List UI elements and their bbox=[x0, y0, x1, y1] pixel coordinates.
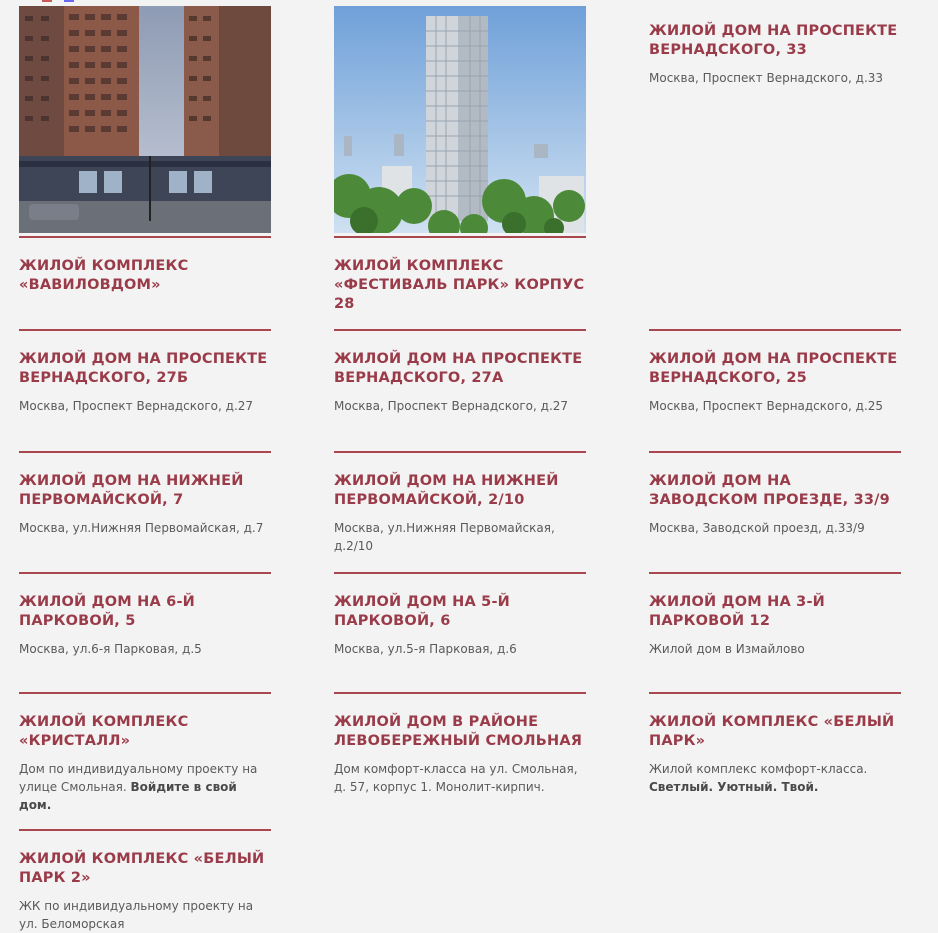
listing-address: Москва, Заводской проезд, д.33/9 bbox=[649, 521, 865, 535]
card-divider bbox=[649, 451, 901, 453]
listing-address: Москва, ул.5-я Парковая, д.6 bbox=[334, 642, 517, 656]
listing-card[interactable] bbox=[19, 236, 271, 295]
card-divider bbox=[19, 236, 271, 238]
listing-card[interactable] bbox=[19, 692, 271, 814]
listing-title[interactable]: ЖИЛОЙ КОМПЛЕКС «ВАВИЛОВДОМ» bbox=[19, 258, 189, 293]
listing-title[interactable]: ЖИЛОЙ ДОМ НА ЗАВОДСКОМ ПРОЕЗДЕ, 33/9 bbox=[649, 473, 890, 508]
listing-title[interactable]: ЖИЛОЙ ДОМ НА 5-Й ПАРКОВОЙ, 6 bbox=[334, 594, 511, 629]
listing-card[interactable] bbox=[19, 329, 271, 415]
listing-title[interactable]: ЖИЛОЙ КОМПЛЕКС «БЕЛЫЙ ПАРК 2» bbox=[19, 851, 265, 886]
listing-title[interactable]: ЖИЛОЙ ДОМ НА 6-Й ПАРКОВОЙ, 5 bbox=[19, 594, 196, 629]
listing-description-text: Дом по индивидуальному проекту на улице Смольная. bbox=[19, 762, 258, 794]
listing-card[interactable] bbox=[649, 572, 901, 658]
card-divider bbox=[19, 329, 271, 331]
listing-card[interactable] bbox=[649, 692, 901, 796]
listing-title[interactable]: ЖИЛОЙ КОМПЛЕКС «БЕЛЫЙ ПАРК» bbox=[649, 714, 895, 749]
listing-description: Дом комфорт-класса на ул. Смольная, д. 57, корпус 1. Монолит-кирпич. bbox=[334, 762, 578, 794]
listing-title[interactable]: ЖИЛОЙ ДОМ НА ПРОСПЕКТЕ ВЕРНАДСКОГО, 27Б bbox=[19, 351, 268, 386]
listing-card[interactable] bbox=[334, 329, 586, 415]
listing-card[interactable] bbox=[649, 22, 901, 87]
card-divider bbox=[649, 329, 901, 331]
card-divider bbox=[334, 572, 586, 574]
card-divider bbox=[649, 692, 901, 694]
listing-card[interactable] bbox=[334, 236, 586, 314]
listing-tagline: Светлый. Уютный. Твой. bbox=[649, 780, 819, 794]
building-photo-vavilovdom[interactable] bbox=[19, 6, 271, 233]
listing-title[interactable]: ЖИЛОЙ ДОМ НА НИЖНЕЙ ПЕРВОМАЙСКОЙ, 7 bbox=[19, 473, 244, 508]
listing-title[interactable]: ЖИЛОЙ ДОМ НА НИЖНЕЙ ПЕРВОМАЙСКОЙ, 2/10 bbox=[334, 473, 559, 508]
listing-card[interactable] bbox=[649, 329, 901, 415]
listing-title[interactable]: ЖИЛОЙ ДОМ НА ПРОСПЕКТЕ ВЕРНАДСКОГО, 27А bbox=[334, 351, 583, 386]
listing-address: Москва, Проспект Вернадского, д.25 bbox=[649, 399, 884, 413]
listing-address: Москва, Проспект Вернадского, д.33 bbox=[649, 71, 884, 85]
blue-marker-icon bbox=[64, 0, 74, 2]
listing-description bbox=[649, 760, 901, 796]
listing-card[interactable] bbox=[334, 692, 586, 796]
listing-address: Москва, ул.Нижняя Первомайская, д.2/10 bbox=[334, 521, 555, 553]
card-divider bbox=[334, 451, 586, 453]
listing-title[interactable]: ЖИЛОЙ КОМПЛЕКС «ФЕСТИВАЛЬ ПАРК» КОРПУС 28 bbox=[334, 258, 585, 312]
building-photo-festival-park[interactable] bbox=[334, 6, 586, 233]
card-divider bbox=[19, 692, 271, 694]
listing-card[interactable] bbox=[334, 572, 586, 658]
listing-title[interactable]: ЖИЛОЙ ДОМ НА 3-Й ПАРКОВОЙ 12 bbox=[649, 594, 826, 629]
listing-address: Москва, ул.6-я Парковая, д.5 bbox=[19, 642, 202, 656]
listing-description-text: Жилой комплекс комфорт-класса. bbox=[649, 762, 868, 776]
card-divider bbox=[334, 236, 586, 238]
listing-tagline: Войдите в свой дом. bbox=[19, 780, 237, 812]
listing-card[interactable] bbox=[649, 451, 901, 537]
listing-address: Москва, Проспект Вернадского, д.27 bbox=[334, 399, 569, 413]
listing-address: Москва, ул.Нижняя Первомайская, д.7 bbox=[19, 521, 264, 535]
red-marker-icon bbox=[42, 0, 52, 2]
listing-title[interactable]: ЖИЛОЙ ДОМ В РАЙОНЕ ЛЕВОБЕРЕЖНЫЙ СМОЛЬНАЯ bbox=[334, 714, 583, 749]
listing-card[interactable] bbox=[19, 829, 271, 933]
card-divider bbox=[19, 451, 271, 453]
card-divider bbox=[649, 572, 901, 574]
card-divider bbox=[334, 329, 586, 331]
card-divider bbox=[334, 692, 586, 694]
vavilovdom-image bbox=[19, 6, 271, 233]
festival-park-image bbox=[334, 6, 586, 233]
listing-title[interactable]: ЖИЛОЙ КОМПЛЕКС «КРИСТАЛЛ» bbox=[19, 714, 189, 749]
listing-description: ЖК по индивидуальному проекту на ул. Беломорская bbox=[19, 899, 254, 931]
card-divider bbox=[19, 572, 271, 574]
listing-card[interactable] bbox=[19, 572, 271, 658]
listing-title[interactable]: ЖИЛОЙ ДОМ НА ПРОСПЕКТЕ ВЕРНАДСКОГО, 33 bbox=[649, 23, 898, 58]
listing-description bbox=[19, 760, 271, 814]
listing-address: Жилой дом в Измайлово bbox=[649, 642, 805, 656]
listing-card[interactable] bbox=[334, 451, 586, 555]
listing-title[interactable]: ЖИЛОЙ ДОМ НА ПРОСПЕКТЕ ВЕРНАДСКОГО, 25 bbox=[649, 351, 898, 386]
listing-card[interactable] bbox=[19, 451, 271, 537]
listing-address: Москва, Проспект Вернадского, д.27 bbox=[19, 399, 254, 413]
card-divider bbox=[19, 829, 271, 831]
